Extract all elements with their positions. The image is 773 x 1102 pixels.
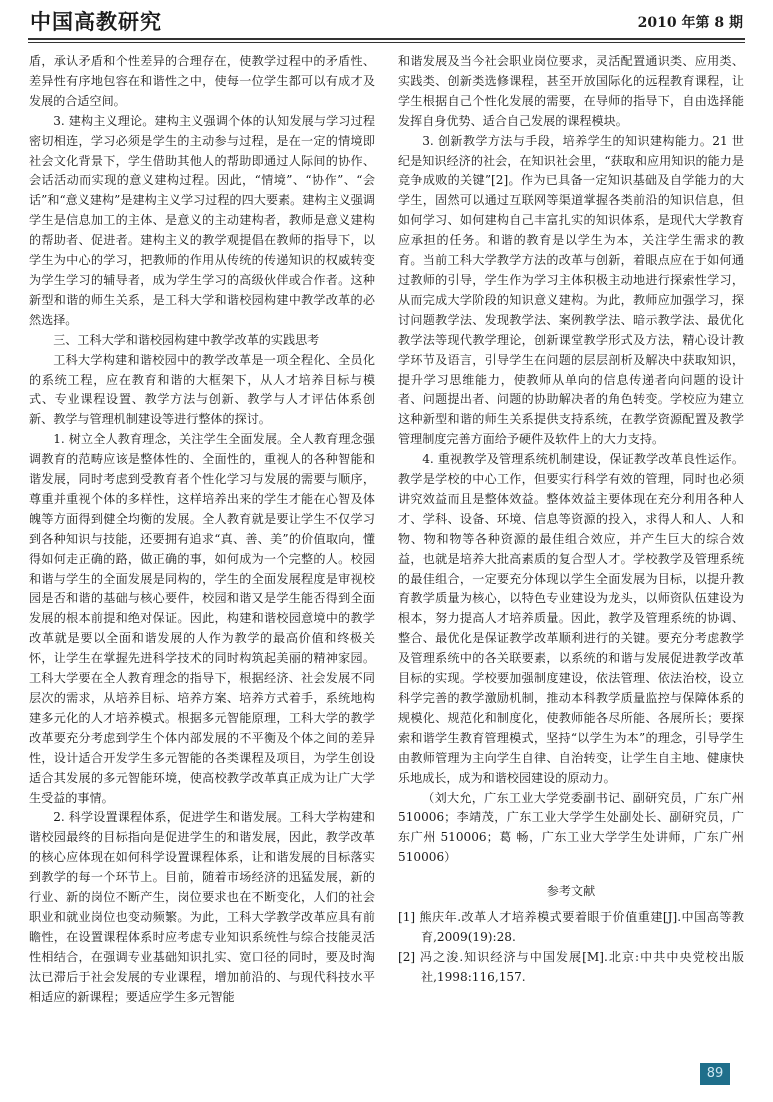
section-heading: 三、工科大学和谐校园构建中教学改革的实践思考 bbox=[53, 332, 320, 347]
page-header bbox=[0, 0, 773, 40]
paragraph: 盾，承认矛盾和个性差异的合理存在，使教学过程中的矛盾性、差异性有序地包容在和谐性之中，使每一位学生都可以有成才及发展的合适空间。 bbox=[29, 54, 375, 108]
page-number: 89 bbox=[700, 1063, 730, 1085]
right-column bbox=[398, 52, 744, 988]
paragraph: 4. 重视教学及管理系统机制建设，保证教学改革良性运作。教学是学校的中心工作，但要实行科学有效的管理，同时也必须讲究效益而且是整体效益。整体效益主要体现在充分利用各种人才、学科、设备、环境、信息等资源的投入，求得人和人、人和物、物和物等各种资源的最佳组合效应，并产生巨大的综合效益，也就是培养大批高素质的复合型人才。学校教学及管理系统的最佳组合，一定要充分体现以学生全面发展为目标，以提升教育教学质量为核心，以特色专业建设为龙头，以师资队伍建设为根本，努力提高人才培养质量。因此，教学及管理系统的协调、整合、最优化是保证教学改革顺利进行的关键。要充分考虑教学及管理系统中的各关联要素，以系统的和谐与发展促进教学改革目标的实现。学校要加强制度建设，依法管理、依法治校，设立科学完善的教学激励机制，推动本科教学质量监控与保障体系的规模化、规范化和制度化，使教师能各尽所能、各展所长；要探索和谐学生教育管理模式，坚持“以学生为本”的理念，引导学生由教师管理为主向学生自律、自治转变，让学生自主地、健康快乐地成长，成为和谐校园建设的原动力。 bbox=[398, 452, 744, 785]
paragraph: 2. 科学设置课程体系，促进学生和谐发展。工科大学构建和谐校园最终的目标指向是促进学生的和谐发展，因此，教学改革的核心应体现在如何科学设置课程体系，让和谐发展的目标落实到教学的每一个环节上。目前，随着市场经济的迅猛发展，新的行业、新的岗位不断产生，岗位要求也在不断变化，人们的社会职业和就业岗位也变动频繁。为此，工科大学教学改革应具有前瞻性，在设置课程体系时应考虑专业知识系统性与综合技能灵活性相结合，在强调专业基础知识扎实、宽口径的同时，要及时淘汰已滞后于社会发展的专业课程，增加前沿的、与现代科技水平相适应的新课程；要适应学生多元智能 bbox=[29, 810, 375, 1004]
paragraph: 3. 创新教学方法与手段，培养学生的知识建构能力。21 世纪是知识经济的社会，在知识社会里，“获取和应用知识的能力是竞争成败的关键”[2]。作为已具备一定知识基础及自学能力的大学生，固然可以通过互联网等渠道掌握各类前沿的知识信息，但如何学习、如何建构自己丰富扎实的知识体系，是现代大学教育应承担的任务。和谐的教育是以学生为本，关注学生需求的教育。当前工科大学教学方法的改革与创新，着眼点应在于如何通过教师的引导，学生作为学习主体积极主动地进行探索性学习，从而完成大学阶段的知识意义建构。为此，教师应加强学习，探讨问题教学法、发现教学法、案例教学法、暗示教学法、最优化教学法等现代教学理论，创新课堂教学形式及方法，精心设计教学环节及语言，引导学生在问题的层层剖析及解决中获取知识，提升学习思维能力，使教师从单向的信息传递者向问题的设计者、问题提出者、问题的协助解决者的角色转变。学校应为建立这种新型和谐的师生关系提供支持系统，在教学资源配置及教学管理制度完善方面给予硬件及软件上的大力支持。 bbox=[398, 133, 744, 447]
paragraph: 3. 建构主义理论。建构主义强调个体的认知发展与学习过程密切相连，学习必须是学生的主动参与过程，是在一定的情境即社会文化背景下，学生借助其他人的帮助即通过人际间的协作、会话活动而实现的意义建构过程。因此，“情境”、“协作”、“会话”和“意义建构”是建构主义学习过程的四大要素。建构主义强调学生是信息加工的主体、是意义的主动建构者，教师是意义建构的帮助者、促进者。建构主义的教学观提倡在教师的指导下，以学生为中心的学习，把教师的作用从传统的传递知识的权威转变为学生学习的辅导者，成为学生学习的高级伙伴或合作者。这种新型和谐的师生关系，是工科大学和谐校园构建中教学改革的必然选择。 bbox=[29, 113, 375, 327]
left-column bbox=[29, 52, 375, 1008]
paragraph: 工科大学构建和谐校园中的教学改革是一项全程化、全员化的系统工程，应在教育和谐的大框架下，从人才培养目标与模式、专业课程设置、教学方法与创新、教学与人才评估体系创新、教学与管理机制建设等进行整体的探讨。 bbox=[29, 352, 375, 427]
reference-item: [1] 熊庆年.改革人才培养模式要着眼于价值重建[J].中国高等教育,2009(19):28. bbox=[398, 910, 744, 944]
author-info: （刘大允，广东工业大学党委副书记、副研究员，广东广州 510006；李靖茂，广东工业大学学生处副处长、副研究员，广东广州 510006；葛 畅，广东工业大学学生处讲师，广东广州 510006） bbox=[398, 790, 744, 865]
paragraph: 1. 树立全人教育理念，关注学生全面发展。全人教育理念强调教育的范畴应该是整体性的、全面性的，重视人的各种智能和谐发展，同时考虑到受教育者个性化学习与发展的需要与顺序，尊重并重视个体的多样性，这样培养出来的学生才能在心智及体魄等方面得到健全均衡的发展。全人教育就是要让学生不仅学习到各种知识与技能，还要拥有追求“真、善、美”的价值取向，懂得如何走正确的路，做正确的事，如何成为一个完整的人。校园和谐与学生的全面发展是同构的，学生的全面发展程度是审视校园是否和谐的基础与核心要件，校园和谐又是学生能否得到全面发展的根本前提和绝对保证。因此，构建和谐校园意境中的教学改革就是要以全面和谐发展的人作为教学的最高价值和终极关怀，让学生在掌握先进科学技术的同时构筑起美丽的精神家园。工科大学要在全人教育理念的指导下，根据经济、社会发展不同层次的需求，从培养目标、培养方案、培养方式着手，系统地构建多元化的人才培养模式。根据多元智能原理，工科大学的教学改革要充分考虑到学生个体内部发展的不平衡及个体之间的差异性，设计适合开发学生多元智能的各类课程及项目，为学生创设适合其发展的多元智能环境，使高校教学改革真正成为让广大学生受益的事情。 bbox=[29, 432, 375, 805]
journal-title: 中国高教研究 bbox=[30, 10, 162, 34]
references-title: 参考文献 bbox=[546, 884, 596, 899]
header-rule bbox=[28, 38, 745, 43]
paragraph: 和谐发展及当今社会职业岗位要求，灵活配置通识类、应用类、实践类、创新类选修课程，甚至开放国际化的远程教育课程，让学生根据自己个性化发展的需要，在导师的指导下，自由选择能发挥自身优势、适合自己发展的课程模块。 bbox=[398, 54, 744, 128]
issue-label: 2010 年第 8 期 bbox=[637, 15, 743, 31]
reference-item: [2] 冯之浚.知识经济与中国发展[M].北京:中共中央党校出版社,1998:116,157. bbox=[398, 949, 744, 984]
